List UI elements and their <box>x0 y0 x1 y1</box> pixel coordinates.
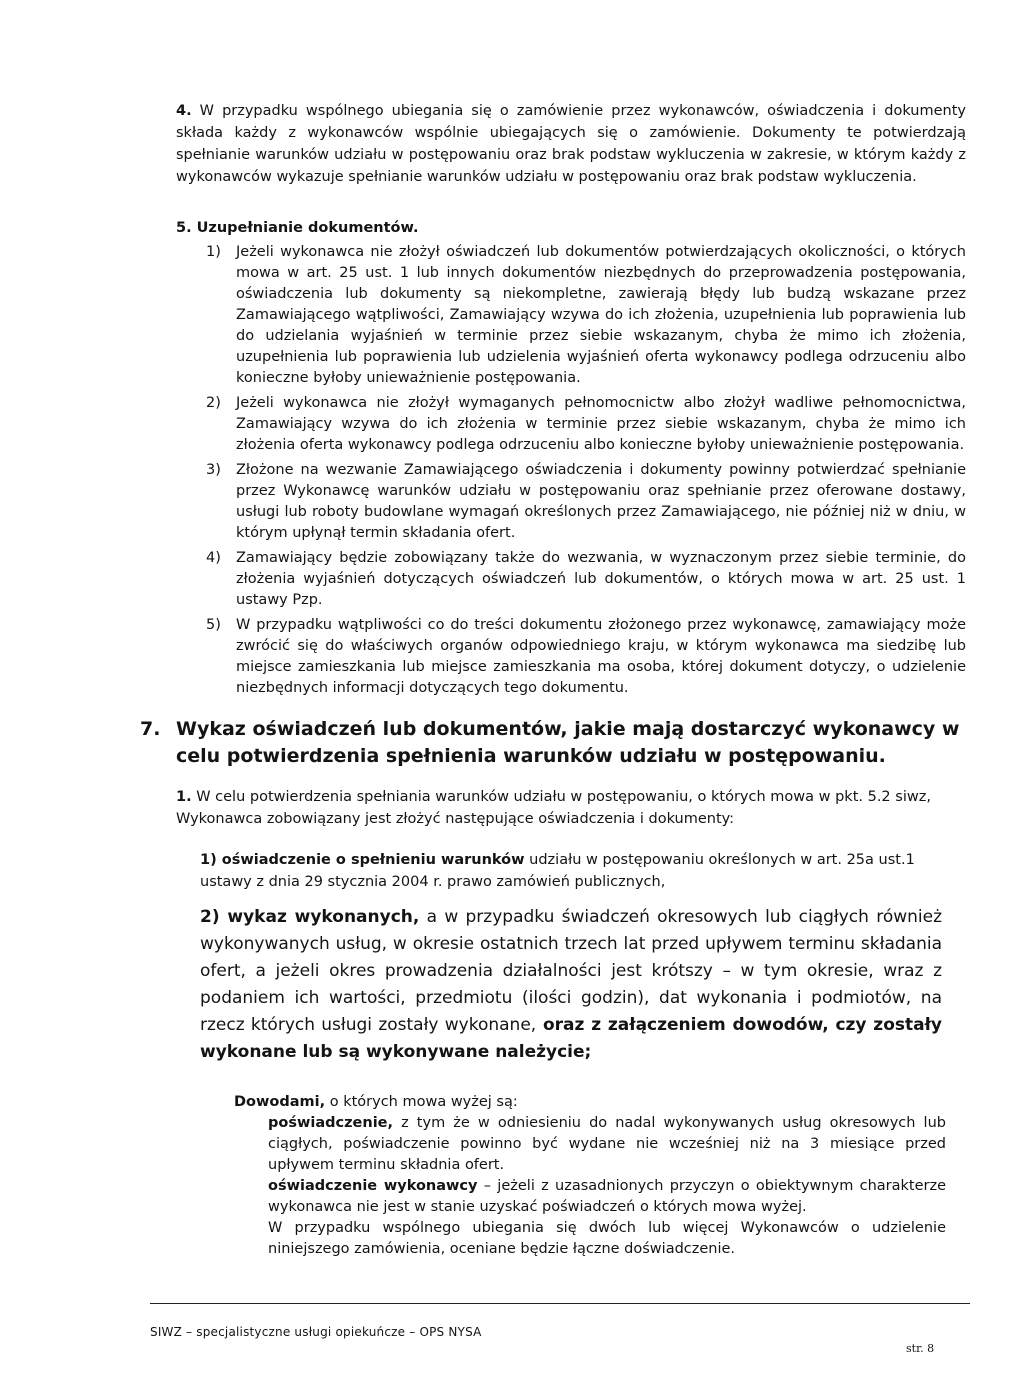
declaration-bold: oświadczenie wykonawcy <box>268 1178 478 1194</box>
evidence-declaration <box>234 1176 946 1218</box>
section-7-number: 7. <box>140 718 161 740</box>
list-item-text: Zamawiający będzie zobowiązany także do wezwania, w wyznaczonym przez siebie terminie, do złożenia wyjaśnień dotyczących oświadczeń lub dokumentów, o których mowa w art. 25 ust. 1 ustawy Pzp. <box>236 550 966 608</box>
list-item-text: Jeżeli wykonawca nie złożył oświadczeń lub dokumentów potwierdzających okoliczności, o których mowa w art. 25 ust. 1 lub innych dokumentów niezbędnych do przeprowadzenia postępowania, oświadczenia lub dokumenty są niekompletne, zawierają błędy lub budzą wskazane przez Zamawiającego wątpliwości, Zamawiający wzywa do ich złożenia, uzupełnienia lub poprawienia lub do udzielania wyjaśnień w terminie przez siebie wskazanym, chyba że mimo ich złożenia, uzupełnienia lub poprawienia lub udzielenia wyjaśnień oferta wykonawcy podlega odrzuceniu albo konieczne byłoby unieważnienie postępowania. <box>236 244 966 386</box>
footer-divider <box>150 1303 970 1304</box>
certificate-text: z tym że w odniesieniu do nadal wykonywanych usług okresowych lub ciągłych, poświadczenie powinno być wydane nie wcześniej niż na 3 miesiące przed upływem terminu składnia ofert. <box>268 1115 946 1173</box>
evidence-heading-text: o których mowa wyżej są: <box>325 1094 518 1110</box>
requirement-2-bold: 2) wykaz wykonanych, <box>200 907 420 927</box>
requirement-2-bold-end: oraz z załączeniem dowodów, czy zostały wykonane lub są wykonywane należycie; <box>200 1015 942 1062</box>
point-1-number: 1. <box>176 789 192 805</box>
declaration-text: – jeżeli z uzasadnionych przyczyn o obiektywnym charakterze wykonawca nie jest w stanie uzyskać poświadczeń o których mowa wyżej. <box>268 1178 946 1215</box>
section-4-number: 4. <box>176 103 192 119</box>
page-number: str. 8 <box>906 1342 935 1355</box>
section-7-title: Wykaz oświadczeń lub dokumentów, jakie mają dostarczyć wykonawcy w celu potwierdzenia spełnienia warunków udziału w postępowaniu. <box>176 718 960 767</box>
requirement-item-1 <box>200 849 966 893</box>
list-item <box>206 460 966 544</box>
list-item-text: Złożone na wezwanie Zamawiającego oświadczenia i dokumenty powinny potwierdzać spełnianie przez Wykonawcę warunków udziału w postępowaniu oraz spełnianie przez oferowane dostawy, usługi lub roboty budowlane wymagań określonych przez Zamawiającego, nie później niż w dniu, w którym upłynął termin składania ofert. <box>236 462 966 541</box>
list-marker: 5) <box>206 617 221 633</box>
evidence-certificate <box>234 1113 946 1176</box>
certificate-bold: poświadczenie, <box>268 1115 394 1131</box>
section-5-heading: 5. Uzupełnianie dokumentów. <box>176 220 419 236</box>
section-4-text: W przypadku wspólnego ubiegania się o zamówienie przez wykonawców, oświadczenia i dokumenty składa każdy z wykonawców wspólnie ubiegających się o zamówienie. Dokumenty te potwierdzają spełnianie warunków udziału w postępowaniu oraz brak podstaw wykluczenia w zakresie, w którym każdy z wykonawców wykazuje spełnianie warunków udziału w postępowaniu oraz brak podstaw wykluczenia. <box>176 103 966 185</box>
requirement-1-bold: 1) oświadczenie o spełnieniu warunków <box>200 852 525 868</box>
list-item-text: Jeżeli wykonawca nie złożył wymaganych pełnomocnictw albo złożył wadliwe pełnomocnictwa, Zamawiający wzywa do ich złożenia w terminie przez siebie wskazanym, chyba że mimo ich złożenia oferta wykonawcy podlega odrzuceniu albo konieczne byłoby unieważnienie postępowania. <box>236 395 966 453</box>
list-item <box>206 615 966 699</box>
list-item-text: W przypadku wątpliwości co do treści dokumentu złożonego przez wykonawcę, zamawiający może zwrócić się do właściwych organów odpowiedniego kraju, w którym wykonawca ma siedzibę lub miejsce zamieszkania lub miejsce zamieszkania ma osoba, której dokument dotyczy, o udzielenie niezbędnych informacji dotyczących tego dokumentu. <box>236 617 966 696</box>
list-marker: 2) <box>206 395 221 411</box>
requirement-1-text: udziału w postępowaniu określonych w art. 25a ust.1 ustawy z dnia 29 stycznia 2004 r. prawo zamówień publicznych, <box>200 852 915 890</box>
section-7-heading <box>140 716 980 770</box>
evidence-heading-bold: Dowodami, <box>234 1094 326 1110</box>
list-marker: 1) <box>206 244 221 260</box>
list-item <box>206 548 966 611</box>
list-item <box>206 242 966 389</box>
section-5-list <box>206 242 966 703</box>
requirement-item-2 <box>200 904 942 1066</box>
list-item <box>206 393 966 456</box>
list-marker: 3) <box>206 462 221 478</box>
evidence-block <box>234 1092 946 1260</box>
requirement-2-text: a w przypadku świadczeń okresowych lub ciągłych również wykonywanych usług, w okresie ostatnich trzech lat przed upływem terminu składania ofert, a jeżeli okres prowadzenia działalności jest krótszy – w tym okresie, wraz z podaniem ich wartości, przedmiotu (ilości godzin), dat wykonania i podmiotów, na rzecz których usługi zostały wykonane, <box>200 907 942 1035</box>
joint-application-note: W przypadku wspólnego ubiegania się dwóch lub więcej Wykonawców o udzielenie niniejszego zamówienia, oceniane będzie łączne doświadczenie. <box>268 1220 946 1257</box>
point-1-text: W celu potwierdzenia spełniania warunków udziału w postępowaniu, o których mowa w pkt. 5.2 siwz, Wykonawca zobowiązany jest złożyć następujące oświadczenia i dokumenty: <box>176 789 931 827</box>
section-7-point-1 <box>176 786 966 830</box>
footer-text: SIWZ – specjalistyczne usługi opiekuńcze – OPS NYSA <box>150 1325 482 1339</box>
section-4-paragraph <box>176 100 966 188</box>
list-marker: 4) <box>206 550 221 566</box>
